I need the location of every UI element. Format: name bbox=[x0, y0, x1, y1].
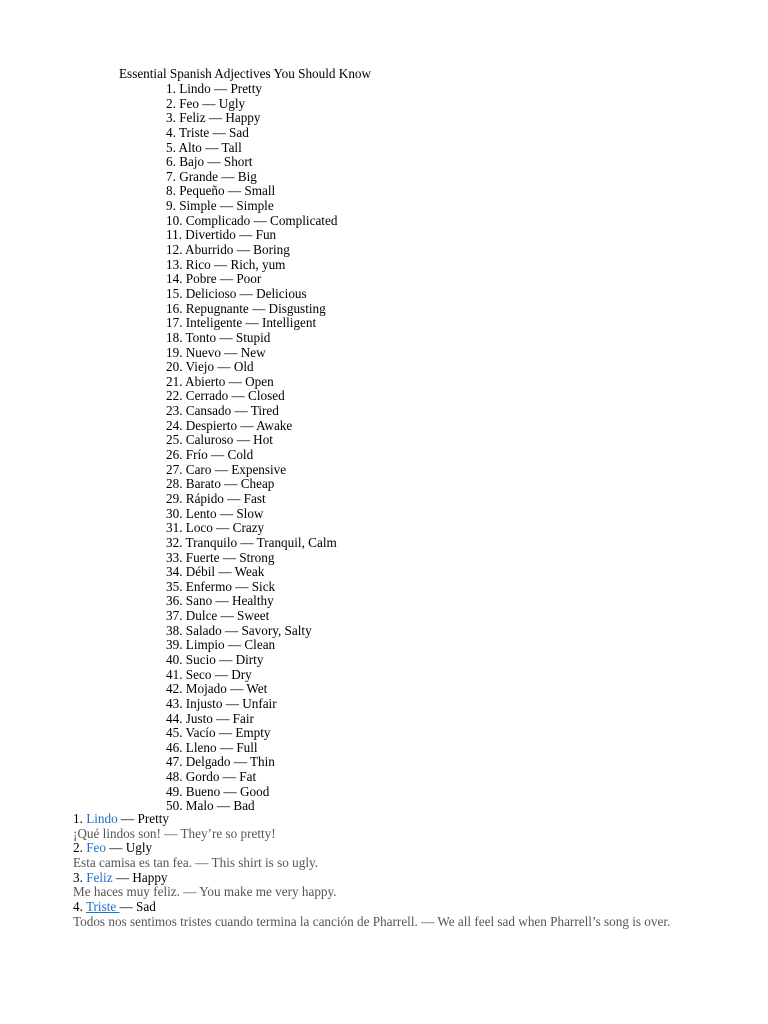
list-item: 1. Lindo — Pretty bbox=[166, 81, 262, 96]
list-item: 25. Caluroso — Hot bbox=[166, 432, 273, 448]
example-sentence-lindo: ¡Qué lindos son! — They’re so pretty! bbox=[73, 825, 276, 841]
list-item: 9. Simple — Simple bbox=[166, 198, 274, 214]
list-item: 35. Enfermo — Sick bbox=[166, 578, 276, 594]
list-item: 18. Tonto — Stupid bbox=[166, 329, 271, 345]
example-heading-feliz bbox=[73, 871, 693, 886]
examples-section bbox=[73, 812, 693, 929]
list-item: 8. Pequeño — Small bbox=[166, 183, 276, 199]
list-item: 33. Fuerte — Strong bbox=[166, 549, 275, 565]
list-item: 12. Aburrido — Boring bbox=[166, 242, 290, 258]
list-item: 6. Bajo — Short bbox=[166, 154, 253, 170]
list-item: 16. Repugnante — Disgusting bbox=[166, 300, 326, 316]
list-item: 49. Bueno — Good bbox=[166, 783, 270, 799]
list-item: 3. Feliz — Happy bbox=[166, 110, 261, 126]
list-item: 36. Sano — Healthy bbox=[166, 593, 274, 609]
list-item: 28. Barato — Cheap bbox=[166, 476, 275, 492]
list-item: 4. Triste — Sad bbox=[166, 124, 249, 140]
list-item: 30. Lento — Slow bbox=[166, 505, 264, 521]
example-sentence-feliz: Me haces muy feliz. — You make me very happy. bbox=[73, 884, 337, 900]
list-item: 31. Loco — Crazy bbox=[166, 520, 265, 536]
list-item: 11. Divertido — Fun bbox=[166, 227, 277, 243]
list-item: 27. Caro — Expensive bbox=[166, 461, 287, 477]
example-number: 1. bbox=[73, 811, 87, 826]
list-item: 13. Rico — Rich, yum bbox=[166, 256, 286, 272]
list-item: 19. Nuevo — New bbox=[166, 344, 266, 360]
list-item: 34. Débil — Weak bbox=[166, 564, 265, 580]
example-number: 2. bbox=[73, 840, 87, 856]
triste-link[interactable]: Triste bbox=[85, 898, 120, 914]
list-item: 50. Malo — Bad bbox=[166, 798, 255, 814]
document-title: Essential Spanish Adjectives You Should Know bbox=[119, 66, 372, 81]
list-item: 24. Despierto — Awake bbox=[166, 417, 293, 433]
vocabulary-list bbox=[166, 82, 337, 814]
example-heading-triste bbox=[73, 900, 693, 915]
list-item: 7. Grande — Big bbox=[166, 168, 257, 184]
list-item: 48. Gordo — Fat bbox=[166, 769, 257, 785]
list-item: 39. Limpio — Clean bbox=[166, 637, 276, 653]
list-item: 15. Delicioso — Delicious bbox=[166, 285, 307, 301]
example-sentence-triste: Todos nos sentimos tristes cuando termina la canción de Pharrell. — We all feel sad when Pharrell’s song is over. bbox=[73, 913, 671, 929]
example-meaning: — Happy bbox=[112, 869, 168, 885]
list-item: 14. Pobre — Poor bbox=[166, 271, 262, 287]
list-item: 44. Justo — Fair bbox=[166, 710, 254, 726]
list-item: 45. Vacío — Empty bbox=[166, 725, 271, 741]
example-number: 3. bbox=[73, 869, 87, 885]
feliz-link[interactable]: Feliz bbox=[86, 869, 113, 885]
list-item: 42. Mojado — Wet bbox=[166, 681, 268, 697]
example-heading-feo bbox=[73, 841, 693, 856]
list-item: 41. Seco — Dry bbox=[166, 666, 252, 682]
list-item: 38. Salado — Savory, Salty bbox=[166, 622, 312, 638]
list-item: 47. Delgado — Thin bbox=[166, 754, 275, 770]
list-item: 37. Dulce — Sweet bbox=[166, 608, 270, 624]
list-item: 40. Sucio — Dirty bbox=[166, 651, 264, 667]
feo-link[interactable]: Feo bbox=[86, 840, 106, 856]
example-meaning: — Sad bbox=[119, 898, 156, 914]
list-item: 2. Feo — Ugly bbox=[166, 95, 246, 111]
list-item: 29. Rápido — Fast bbox=[166, 490, 266, 506]
lindo-link[interactable]: Lindo bbox=[86, 811, 118, 826]
example-heading-lindo bbox=[73, 812, 693, 827]
list-item: 43. Injusto — Unfair bbox=[166, 695, 277, 711]
list-item: 32. Tranquilo — Tranquil, Calm bbox=[166, 534, 337, 550]
list-item: 22. Cerrado — Closed bbox=[166, 388, 285, 404]
list-item: 21. Abierto — Open bbox=[166, 373, 274, 389]
list-item: 20. Viejo — Old bbox=[166, 359, 254, 375]
list-item: 23. Cansado — Tired bbox=[166, 403, 279, 419]
list-item: 26. Frío — Cold bbox=[166, 447, 254, 463]
list-item: 46. Lleno — Full bbox=[166, 739, 258, 755]
list-item: 17. Inteligente — Intelligent bbox=[166, 315, 317, 331]
example-meaning: — Ugly bbox=[105, 840, 153, 856]
example-sentence-feo: Esta camisa es tan fea. — This shirt is so ugly. bbox=[73, 854, 319, 870]
example-meaning: — Pretty bbox=[117, 811, 169, 826]
list-item: 10. Complicado — Complicated bbox=[166, 212, 338, 228]
example-number: 4. bbox=[73, 898, 86, 914]
list-item: 5. Alto — Tall bbox=[166, 139, 242, 155]
